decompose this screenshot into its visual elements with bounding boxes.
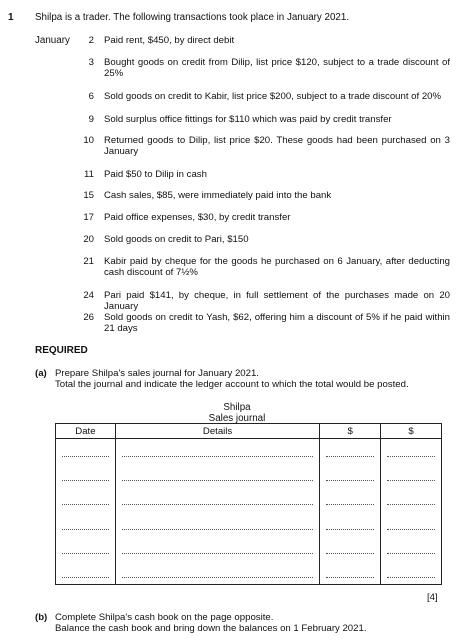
transaction-day: 9: [88, 114, 94, 125]
amount-1-answer-line[interactable]: [326, 472, 374, 481]
header-amount-1: $: [320, 424, 381, 439]
journal-row: [56, 560, 442, 585]
transaction-day: 10: [83, 135, 94, 146]
details-answer-line[interactable]: [122, 521, 313, 530]
journal-cell: [320, 463, 381, 487]
part-a-line-2: Total the journal and indicate the ledger account to which the total would be posted.: [55, 379, 409, 390]
journal-row: [56, 487, 442, 511]
journal-cell: [381, 439, 442, 464]
transaction-row: [70, 35, 450, 46]
amount-2-answer-line[interactable]: [387, 472, 435, 481]
transaction-description: Sold goods on credit to Pari, $150: [104, 234, 249, 245]
amount-2-answer-line[interactable]: [387, 569, 435, 578]
transaction-row: [70, 312, 450, 334]
journal-cell: [381, 511, 442, 535]
amount-2-answer-line[interactable]: [387, 545, 435, 554]
part-b: [35, 612, 366, 634]
details-answer-line[interactable]: [122, 448, 313, 457]
transaction-row: [70, 91, 450, 102]
header-details: Details: [115, 424, 319, 439]
journal-cell: [56, 536, 116, 560]
transaction-description: Paid $50 to Dilip in cash: [104, 169, 207, 180]
transaction-day: 11: [84, 169, 94, 180]
part-a: [35, 368, 409, 390]
journal-cell: [381, 487, 442, 511]
month-label: January: [35, 35, 70, 46]
transaction-day: 21: [83, 256, 94, 267]
journal-cell: [320, 536, 381, 560]
transaction-row: [70, 190, 450, 201]
date-answer-line[interactable]: [62, 472, 109, 481]
required-heading: REQUIRED: [35, 345, 88, 356]
part-a-label: (a): [35, 368, 47, 379]
transaction-row: [70, 256, 450, 278]
transaction-description: Paid rent, $450, by direct debit: [104, 35, 235, 46]
journal-row: [56, 511, 442, 535]
date-answer-line[interactable]: [62, 569, 109, 578]
journal-cell: [320, 439, 381, 464]
amount-1-answer-line[interactable]: [326, 448, 374, 457]
journal-cell: [56, 487, 116, 511]
transaction-description: Pari paid $141, by cheque, in full settlement of the purchases made on 20 January: [104, 290, 450, 312]
part-a-line-1: Prepare Shilpa's sales journal for January 2021.: [55, 368, 259, 379]
transaction-row: [70, 290, 450, 312]
amount-1-answer-line[interactable]: [326, 496, 374, 505]
date-answer-line[interactable]: [62, 521, 109, 530]
journal-cell: [320, 560, 381, 585]
journal-title: Shilpa: [223, 402, 251, 413]
amount-1-answer-line[interactable]: [326, 569, 374, 578]
journal-cell: [381, 560, 442, 585]
transaction-description: Bought goods on credit from Dilip, list price $120, subject to a trade discount of 25%: [104, 57, 450, 79]
transaction-day: 3: [88, 57, 94, 68]
transaction-description: Sold goods on credit to Kabir, list price $200, subject to a trade discount of 20%: [104, 91, 442, 102]
transaction-row: [70, 234, 450, 245]
part-b-line-2: Balance the cash book and bring down the balances on 1 February 2021.: [55, 623, 367, 634]
journal-cell: [115, 560, 319, 585]
amount-1-answer-line[interactable]: [326, 545, 374, 554]
journal-header-row: [56, 424, 442, 439]
journal-cell: [56, 511, 116, 535]
part-b-line-1: Complete Shilpa's cash book on the page opposite.: [55, 612, 274, 623]
journal-cell: [56, 439, 116, 464]
transaction-description: Cash sales, $85, were immediately paid into the bank: [104, 190, 332, 201]
transaction-day: 15: [83, 190, 94, 201]
journal-subtitle: Sales journal: [208, 413, 266, 424]
date-answer-line[interactable]: [62, 545, 109, 554]
journal-cell: [56, 463, 116, 487]
transaction-day: 17: [83, 212, 94, 223]
transaction-row: [70, 169, 450, 180]
journal-cell: [115, 536, 319, 560]
header-amount-2: $: [381, 424, 442, 439]
journal-cell: [115, 439, 319, 464]
transaction-day: 20: [83, 234, 94, 245]
transaction-day: 6: [88, 91, 94, 102]
amount-2-answer-line[interactable]: [387, 521, 435, 530]
journal-row: [56, 536, 442, 560]
amount-1-answer-line[interactable]: [326, 521, 374, 530]
journal-cell: [381, 463, 442, 487]
transaction-description: Sold goods on credit to Yash, $62, offering him a discount of 5% if he paid within 21 days: [104, 312, 450, 334]
journal-cell: [320, 487, 381, 511]
journal-cell: [56, 560, 116, 585]
transaction-row: [70, 212, 450, 223]
part-b-label: (b): [35, 612, 48, 623]
transaction-description: Kabir paid by cheque for the goods he purchased on 6 January, after deducting cash discount of 7½%: [104, 256, 450, 278]
question-intro: Shilpa is a trader. The following transactions took place in January 2021.: [35, 12, 350, 23]
journal-cell: [115, 463, 319, 487]
transaction-row: [70, 114, 450, 125]
transaction-description: Paid office expenses, $30, by credit transfer: [104, 212, 291, 223]
journal-row: [56, 439, 442, 464]
details-answer-line[interactable]: [122, 569, 313, 578]
journal-cell: [115, 511, 319, 535]
amount-2-answer-line[interactable]: [387, 496, 435, 505]
transaction-day: 26: [83, 312, 94, 323]
sales-journal-table: [55, 423, 442, 585]
journal-cell: [381, 536, 442, 560]
transaction-day: 2: [88, 35, 94, 46]
journal-cell: [115, 487, 319, 511]
details-answer-line[interactable]: [122, 545, 313, 554]
transaction-row: [70, 57, 450, 79]
journal-row: [56, 463, 442, 487]
transaction-description: Returned goods to Dilip, list price $20. These goods had been purchased on 3 January: [104, 135, 450, 157]
amount-2-answer-line[interactable]: [387, 448, 435, 457]
transaction-row: [70, 135, 450, 157]
details-answer-line[interactable]: [122, 472, 313, 481]
date-answer-line[interactable]: [62, 448, 109, 457]
marks-label: [4]: [427, 592, 438, 603]
transaction-description: Sold surplus office fittings for $110 which was paid by credit transfer: [104, 114, 392, 125]
header-date: Date: [56, 424, 116, 439]
journal-cell: [320, 511, 381, 535]
transaction-day: 24: [83, 290, 94, 301]
question-number: 1: [8, 12, 14, 23]
date-answer-line[interactable]: [62, 496, 109, 505]
details-answer-line[interactable]: [122, 496, 313, 505]
